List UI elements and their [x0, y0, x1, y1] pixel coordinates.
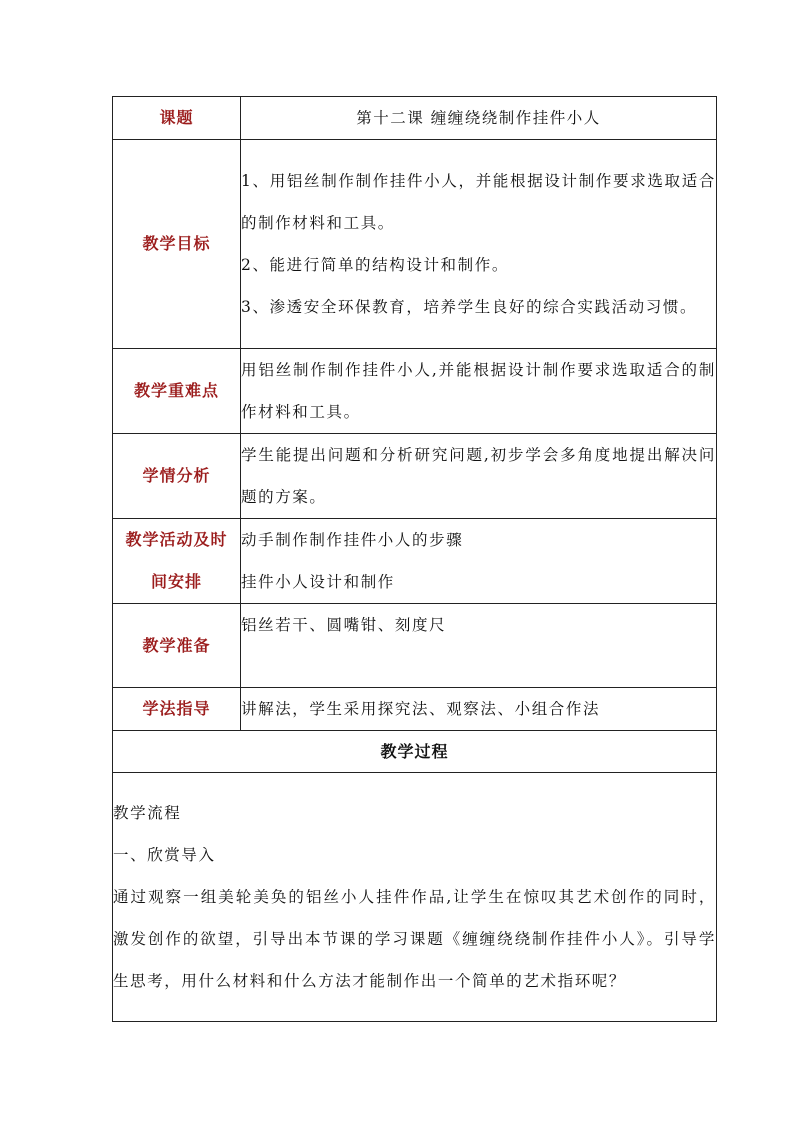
row-process-header [113, 731, 717, 773]
row-analysis [113, 434, 717, 519]
activity-item: 动手制作制作挂件小人的步骤 [241, 531, 464, 549]
activities-content [241, 519, 717, 604]
goal-item: 1、用铝丝制作制作挂件小人，并能根据设计制作要求选取适合的制作材料和工具。 [241, 172, 716, 232]
analysis-content: 学生能提出问题和分析研究问题,初步学会多角度地提出解决问题的方案。 [241, 434, 717, 519]
row-prep [113, 604, 717, 688]
key-label: 教学重难点 [113, 349, 241, 434]
method-content: 讲解法，学生采用探究法、观察法、小组合作法 [241, 688, 717, 731]
row-goals [113, 140, 717, 349]
goal-item: 2、能进行简单的结构设计和制作。 [241, 256, 509, 274]
row-activities [113, 519, 717, 604]
row-method [113, 688, 717, 731]
method-label: 学法指导 [113, 688, 241, 731]
lesson-title: 第十二课 缠缠绕绕制作挂件小人 [241, 97, 717, 140]
activity-label: 教学活动及时间安排 [113, 519, 241, 604]
goals-content [241, 140, 717, 349]
prep-content: 铝丝若干、圆嘴钳、刻度尺 [241, 604, 717, 688]
activity-item: 挂件小人设计和制作 [241, 573, 395, 591]
process-heading: 教学过程 [113, 731, 717, 773]
process-content [113, 773, 717, 1022]
process-line: 教学流程 [113, 804, 182, 822]
process-paragraph: 通过观察一组美轮美奂的铝丝小人挂件作品,让学生在惊叹其艺术创作的同时，激发创作的欲望，引导出本节课的学习课题《缠缠绕绕制作挂件小人》。引导学生思考，用什么材料和什么方法才能制作出一个简单的艺术指环呢？ [113, 888, 716, 990]
row-key [113, 349, 717, 434]
row-title [113, 97, 717, 140]
title-label: 课题 [113, 97, 241, 140]
goals-label: 教学目标 [113, 140, 241, 349]
analysis-label: 学情分析 [113, 434, 241, 519]
process-line: 一、欣赏导入 [113, 846, 216, 864]
goal-item: 3、渗透安全环保教育，培养学生良好的综合实践活动习惯。 [241, 298, 698, 316]
lesson-plan-table [112, 96, 717, 1022]
prep-label: 教学准备 [113, 604, 241, 688]
key-content: 用铝丝制作制作挂件小人,并能根据设计制作要求选取适合的制作材料和工具。 [241, 349, 717, 434]
row-process [113, 773, 717, 1022]
